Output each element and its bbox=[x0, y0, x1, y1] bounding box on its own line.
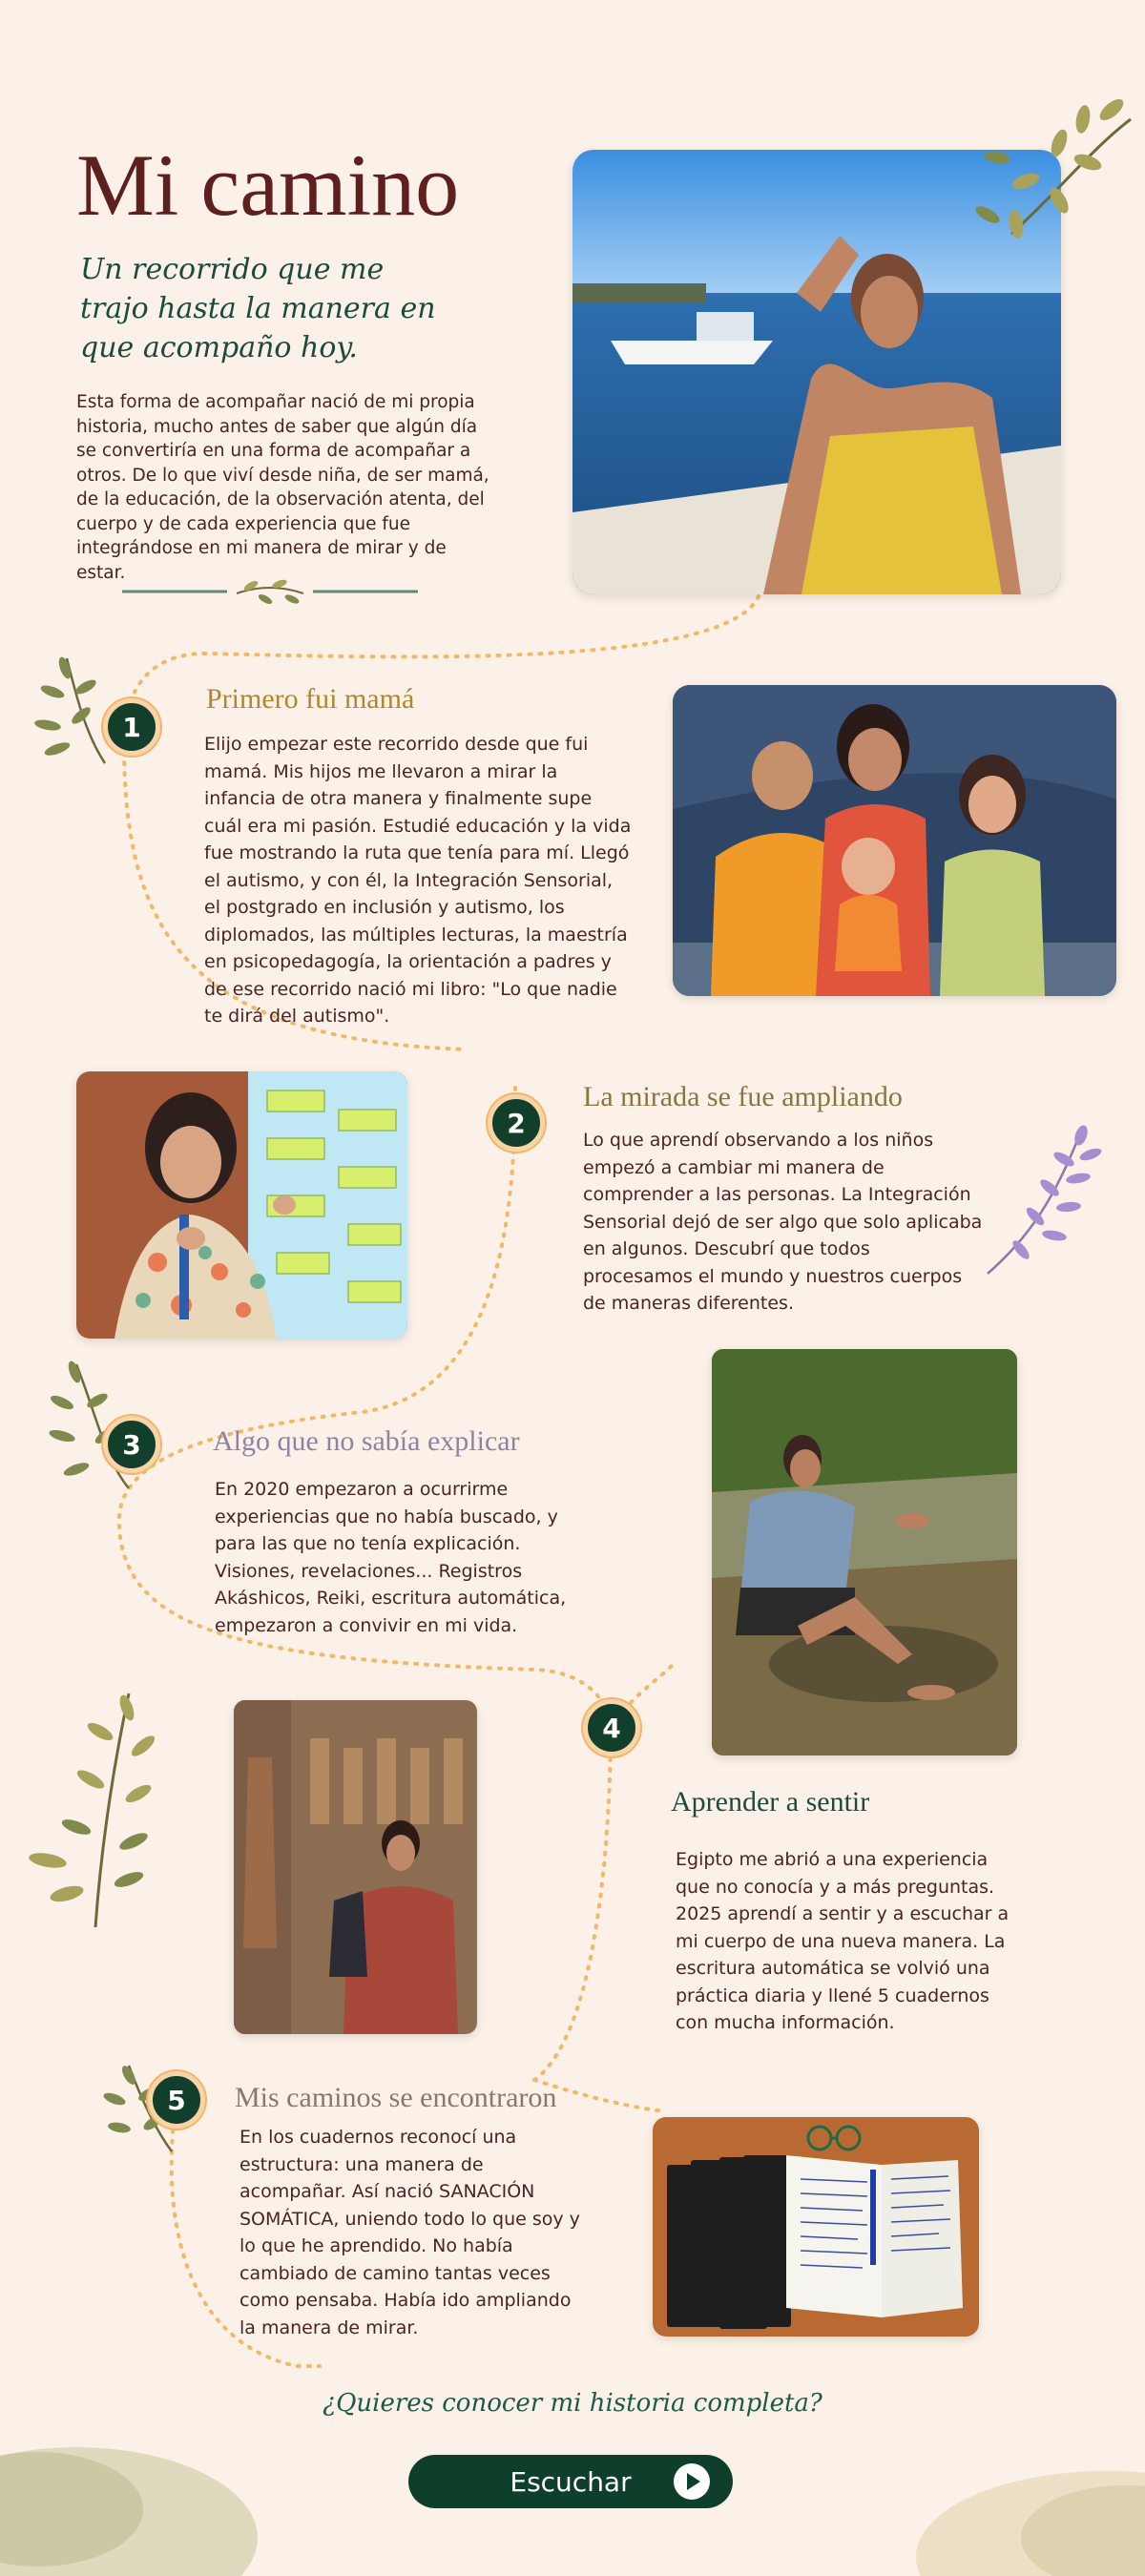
olive-branch-icon bbox=[968, 91, 1135, 253]
photo-mother-with-children bbox=[673, 685, 1116, 996]
lavender-icon bbox=[978, 1116, 1102, 1278]
page-subtitle: Un recorrido que me trajo hasta la manera en que acompaño hoy. bbox=[80, 253, 436, 364]
play-icon bbox=[674, 2463, 710, 2500]
olive-branch-icon bbox=[24, 1689, 167, 1937]
step-3-badge: 3 bbox=[103, 1416, 160, 1473]
photo-woman-in-egyptian-tomb bbox=[234, 1700, 477, 2034]
step-4-badge: 4 bbox=[583, 1699, 640, 1756]
cta-question: ¿Quieres conocer mi historia completa? bbox=[323, 2389, 822, 2418]
page-title: Mi camino bbox=[76, 136, 460, 234]
step-5-title: Mis caminos se encontraron bbox=[235, 2082, 557, 2113]
step-4-title: Aprender a sentir bbox=[671, 1786, 870, 1818]
photo-woman-by-river bbox=[712, 1349, 1017, 1755]
step-2-badge: 2 bbox=[488, 1094, 545, 1152]
step-3-title: Algo que no sabía explicar bbox=[213, 1425, 520, 1457]
step-4-text: Egipto me abrió a una experiencia que no conocía y a más preguntas. 2025 aprendí a sentir y a escuchar a mi cuerpo de una nueva manera. La escritura automática se volvió una práctica diaria y llené 5 cuadernos con mucha información. bbox=[676, 1849, 1010, 2033]
step-2-title: La mirada se fue ampliando bbox=[583, 1081, 903, 1112]
photo-notebooks-on-table bbox=[653, 2117, 979, 2337]
listen-button[interactable] bbox=[408, 2455, 733, 2508]
listen-button-label: Escuchar bbox=[510, 2465, 632, 2498]
intro-paragraph: Esta forma de acompañar nació de mi propia historia, mucho antes de saber que algún día se convertiría en una forma de acompañar a otros. De lo que viví desde niña, de ser mamá, de la educación, de la observación atenta, del cuerpo y de cada experiencia que fue integrándose en mi manera de mirar y de estar. bbox=[76, 392, 489, 583]
step-5-text: En los cuadernos reconocí una estructura: una manera de acompañar. Así nació SANACIÓN SOMÁTICA, uniendo todo lo que soy y lo que he aprendido. No había cambiado de camino tantas veces como pensaba. Había ido ampliando la manera de mirar. bbox=[239, 2127, 580, 2338]
step-1-title: Primero fui mamá bbox=[206, 683, 415, 715]
photo-speaker-presenting bbox=[76, 1071, 407, 1339]
step-1-text: Elijo empezar este recorrido desde que fui mamá. Mis hijos me llevaron a mirar la infancia de otra manera y finalmente supe cuál era mi pasión. Estudié educación y la vida fue mostrando la ruta que tenía para mí. Llegó el autismo, y con él, la Integración Sensorial, el postgrado en inclusión y autismo, los diplomados, las múltiples lecturas, la maestría en psicopedagogía, la orientación a padres y de ese recorrido nació mi libro: "Lo que nadie te dirá del autismo". bbox=[204, 734, 632, 1027]
step-1-badge: 1 bbox=[103, 698, 160, 756]
step-2-text: Lo que aprendí observando a los niños empezó a cambiar mi manera de comprender a las personas. La Integración Sensorial dejó de ser algo que solo aplicaba en algunos. Descubrí que todos procesamos el mundo y nuestros cuerpos de maneras diferentes. bbox=[583, 1130, 983, 1314]
step-3-text: En 2020 empezaron a ocurrirme experiencias que no había buscado, y para las que no tenía explicación. Visiones, revelaciones... Registros Akáshicos, Reiki, escritura automática, empezaron a convivir en mi vida. bbox=[215, 1479, 567, 1636]
step-5-badge: 5 bbox=[148, 2071, 205, 2129]
divider-sprig-icon bbox=[122, 572, 418, 611]
